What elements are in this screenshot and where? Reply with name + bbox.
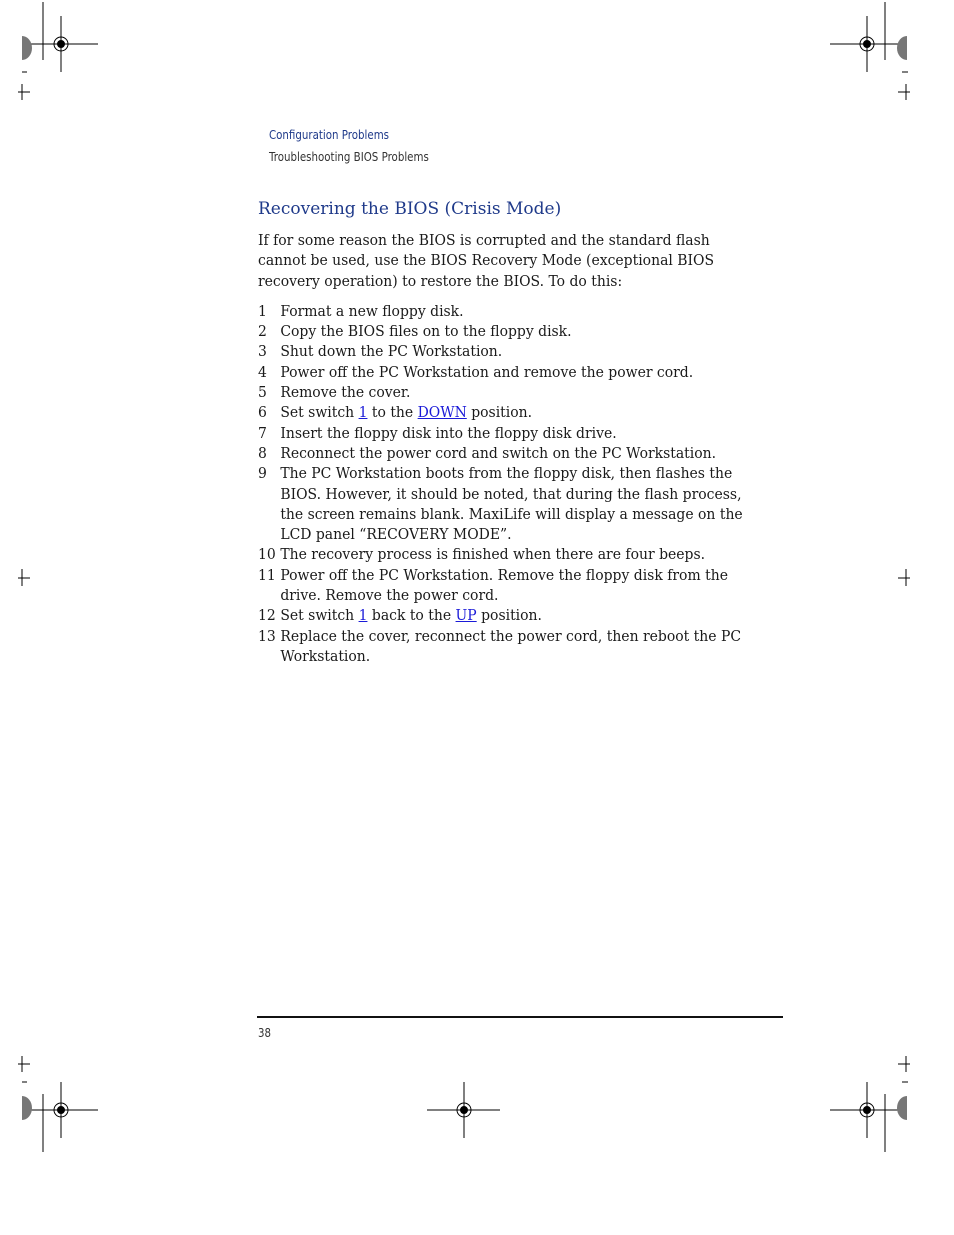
step-text: Remove the cover. xyxy=(280,383,411,402)
section-body xyxy=(258,230,760,666)
step-number: 12 xyxy=(258,606,276,625)
step-text: Power off the PC Workstation and remove the power cord. xyxy=(280,362,694,381)
step-number: 7 xyxy=(258,423,267,442)
step-item xyxy=(258,443,760,463)
step-number: 9 xyxy=(258,464,267,483)
running-header-chapter: Configuration Problems xyxy=(269,127,390,142)
step-text xyxy=(280,402,760,422)
step-item xyxy=(258,565,760,606)
step-item xyxy=(258,321,760,341)
step-text: The PC Workstation boots from the floppy disk, then flashes the BIOS. However, it should be noted, that during the flash process, the screen remains blank. MaxiLife will display a message on the LCD panel “RECOVERY MODE”. xyxy=(280,464,743,544)
step-text: The recovery process is finished when there are four beeps. xyxy=(280,545,706,564)
step-text-part: Set switch xyxy=(280,403,359,422)
step-item xyxy=(258,463,760,544)
step-text: Copy the BIOS files on to the floppy disk. xyxy=(280,322,572,341)
step-item xyxy=(258,402,760,422)
step-item xyxy=(258,544,760,564)
section-heading: Recovering the BIOS (Crisis Mode) xyxy=(258,199,562,219)
step-item xyxy=(258,605,760,625)
procedure-steps xyxy=(258,301,760,666)
step-text: Replace the cover, reconnect the power cord, then reboot the PC Workstation. xyxy=(280,626,742,665)
step-text: Shut down the PC Workstation. xyxy=(280,342,503,361)
step-number: 10 xyxy=(258,545,276,564)
step-number: 1 xyxy=(258,301,267,320)
step-text-part: back to the xyxy=(367,606,456,625)
step-text-part: Set switch xyxy=(280,606,359,625)
intro-paragraph: If for some reason the BIOS is corrupted and the standard flash cannot be used, use the BIOS Recovery Mode (exceptional BIOS recovery operation) to restore the BIOS. To do this: xyxy=(258,231,715,290)
up-position-link[interactable]: UP xyxy=(455,606,477,625)
step-number: 13 xyxy=(258,626,276,645)
step-text-part: to the xyxy=(367,403,418,422)
switch-1-link[interactable]: 1 xyxy=(358,606,368,625)
running-header-section: Troubleshooting BIOS Problems xyxy=(269,149,429,164)
step-text: Reconnect the power cord and switch on the PC Workstation. xyxy=(280,443,717,462)
step-item xyxy=(258,341,760,361)
step-number: 6 xyxy=(258,403,267,422)
step-number: 3 xyxy=(258,342,267,361)
step-number: 4 xyxy=(258,362,267,381)
step-text-part: position. xyxy=(476,606,542,625)
step-item xyxy=(258,362,760,382)
step-number: 11 xyxy=(258,565,276,584)
step-item xyxy=(258,382,760,402)
page-number: 38 xyxy=(258,1026,271,1040)
step-number: 5 xyxy=(258,383,267,402)
step-text: Format a new floppy disk. xyxy=(280,301,464,320)
switch-1-link[interactable]: 1 xyxy=(358,403,368,422)
step-item xyxy=(258,301,760,321)
step-text-part: position. xyxy=(466,403,533,422)
step-number: 8 xyxy=(258,443,267,462)
step-item xyxy=(258,423,760,443)
footer-rule xyxy=(257,1016,783,1018)
step-text: Insert the floppy disk into the floppy disk drive. xyxy=(280,423,617,442)
step-number: 2 xyxy=(258,322,267,341)
step-item xyxy=(258,626,760,667)
down-position-link[interactable]: DOWN xyxy=(417,403,467,422)
step-text: Power off the PC Workstation. Remove the floppy disk from the drive. Remove the power cord. xyxy=(280,565,728,605)
step-text xyxy=(280,605,760,625)
